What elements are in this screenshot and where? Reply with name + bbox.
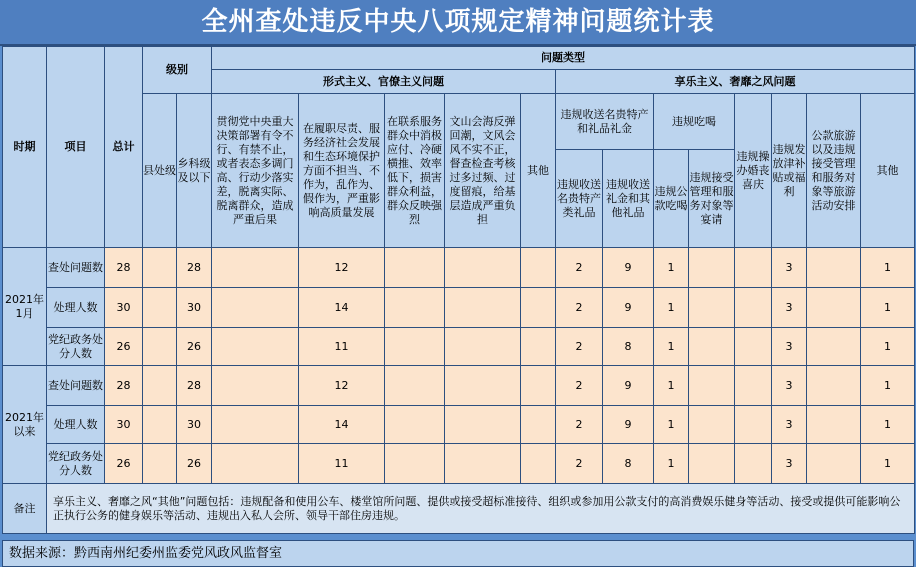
- value-cell-f1: [212, 288, 299, 328]
- hedonism-header: 享乐主义、奢靡之风问题: [556, 70, 915, 94]
- value-cell-f5: [521, 366, 556, 406]
- value-cell-f5: [521, 406, 556, 444]
- page-title: 全州查处违反中央八项规定精神问题统计表: [0, 0, 916, 46]
- value-cell-f1: [212, 444, 299, 484]
- value-cell-g1: 2: [556, 406, 603, 444]
- item-header: 项目: [47, 47, 105, 248]
- formalism-col-2-header: 在履职尽责、服务经济社会发展和生态环境保护方面不担当、不作为，乱作为、假作为，严重影响高质量发展: [299, 94, 385, 248]
- value-cell-f1: [212, 248, 299, 288]
- value-cell-f1: [212, 328, 299, 366]
- value-cell-county: [143, 366, 177, 406]
- value-cell-f3: [385, 444, 445, 484]
- note-text: 享乐主义、奢靡之风“其他”问题包括：违规配备和使用公车、楼堂馆所问题、提供或接受超标准接待、组织或参加用公款支付的高消费娱乐健身等活动、接受或提供可能影响公正执行公务的健身娱乐等活动、违规出入私人会所、领导干部住房违规。: [47, 484, 915, 534]
- table-row: [3, 288, 915, 328]
- value-cell-f5: [521, 328, 556, 366]
- value-cell-township: 30: [177, 288, 212, 328]
- value-cell-e2: [689, 248, 735, 288]
- value-cell-h5: [807, 328, 861, 366]
- item-cell: 党纪政务处分人数: [47, 328, 105, 366]
- value-cell-h3: [735, 288, 772, 328]
- value-cell-total: 26: [105, 328, 143, 366]
- value-cell-f5: [521, 444, 556, 484]
- value-cell-e1: 1: [654, 444, 689, 484]
- value-cell-county: [143, 288, 177, 328]
- value-cell-h5: [807, 248, 861, 288]
- value-cell-h6: 1: [861, 288, 915, 328]
- data-source: 数据来源：黔西南州纪委州监委党风政风监督室: [2, 540, 914, 567]
- gift-header: 违规收送名贵特产和礼品礼金: [556, 94, 654, 150]
- value-cell-township: 30: [177, 406, 212, 444]
- value-cell-f2: 14: [299, 288, 385, 328]
- value-cell-county: [143, 248, 177, 288]
- value-cell-h6: 1: [861, 444, 915, 484]
- value-cell-f3: [385, 328, 445, 366]
- note-label: 备注: [3, 484, 47, 534]
- value-cell-h4: 3: [772, 444, 807, 484]
- value-cell-township: 28: [177, 366, 212, 406]
- value-cell-h3: [735, 444, 772, 484]
- county-level-header: 县处级: [143, 94, 177, 248]
- item-cell: 处理人数: [47, 288, 105, 328]
- travel-header: 公款旅游以及违规接受管理和服务对象等旅游活动安排: [807, 94, 861, 248]
- value-cell-f3: [385, 366, 445, 406]
- eating-header: 违规吃喝: [654, 94, 735, 150]
- formalism-col-4-header: 文山会海反弹回潮，文风会风不实不正，督查检查考核过多过频、过度留痕，给基层造成严重负担: [445, 94, 521, 248]
- value-cell-g1: 2: [556, 248, 603, 288]
- value-cell-h4: 3: [772, 406, 807, 444]
- value-cell-f5: [521, 288, 556, 328]
- value-cell-f1: [212, 366, 299, 406]
- value-cell-g1: 2: [556, 444, 603, 484]
- value-cell-township: 26: [177, 328, 212, 366]
- value-cell-e2: [689, 288, 735, 328]
- item-cell: 查处问题数: [47, 366, 105, 406]
- period-cell: 2021年1月: [3, 248, 47, 366]
- value-cell-f4: [445, 288, 521, 328]
- value-cell-township: 26: [177, 444, 212, 484]
- value-cell-f4: [445, 366, 521, 406]
- value-cell-h5: [807, 444, 861, 484]
- table-row: [3, 366, 915, 406]
- public-fund-eating-header: 违规公款吃喝: [654, 150, 689, 248]
- value-cell-g2: 8: [603, 444, 654, 484]
- value-cell-e2: [689, 328, 735, 366]
- value-cell-f2: 11: [299, 444, 385, 484]
- value-cell-f2: 11: [299, 328, 385, 366]
- table-row: [3, 248, 915, 288]
- formalism-col-3-header: 在联系服务群众中消极应付、冷硬横推、效率低下，损害群众利益，群众反映强烈: [385, 94, 445, 248]
- value-cell-h4: 3: [772, 366, 807, 406]
- period-header: 时期: [3, 47, 47, 248]
- value-cell-f2: 12: [299, 366, 385, 406]
- table-row: [3, 328, 915, 366]
- period-cell: 2021年以来: [3, 366, 47, 484]
- value-cell-f4: [445, 406, 521, 444]
- value-cell-total: 28: [105, 366, 143, 406]
- value-cell-h3: [735, 328, 772, 366]
- value-cell-h3: [735, 366, 772, 406]
- item-cell: 处理人数: [47, 406, 105, 444]
- value-cell-e2: [689, 366, 735, 406]
- value-cell-f4: [445, 328, 521, 366]
- formalism-col-1-header: 贯彻党中央重大决策部署有令不行、有禁不止，或者表态多调门高、行动少落实差，脱离实际、脱离群众，造成严重后果: [212, 94, 299, 248]
- value-cell-h5: [807, 366, 861, 406]
- value-cell-e1: 1: [654, 366, 689, 406]
- value-cell-f2: 14: [299, 406, 385, 444]
- total-header: 总计: [105, 47, 143, 248]
- banquet-header: 违规接受管理和服务对象等宴请: [689, 150, 735, 248]
- value-cell-g1: 2: [556, 366, 603, 406]
- value-cell-h3: [735, 248, 772, 288]
- gift-money-header: 违规收送礼金和其他礼品: [603, 150, 654, 248]
- wedding-funeral-header: 违规操办婚丧喜庆: [735, 94, 772, 248]
- value-cell-e1: 1: [654, 328, 689, 366]
- table-row: [3, 444, 915, 484]
- value-cell-e1: 1: [654, 248, 689, 288]
- value-cell-township: 28: [177, 248, 212, 288]
- value-cell-total: 26: [105, 444, 143, 484]
- formalism-other-header: 其他: [521, 94, 556, 248]
- value-cell-e2: [689, 406, 735, 444]
- value-cell-h4: 3: [772, 328, 807, 366]
- value-cell-county: [143, 406, 177, 444]
- value-cell-f3: [385, 406, 445, 444]
- item-cell: 查处问题数: [47, 248, 105, 288]
- value-cell-f1: [212, 406, 299, 444]
- value-cell-g1: 2: [556, 328, 603, 366]
- value-cell-h5: [807, 406, 861, 444]
- value-cell-f4: [445, 444, 521, 484]
- value-cell-h6: 1: [861, 328, 915, 366]
- value-cell-county: [143, 444, 177, 484]
- hedonism-other-header: 其他: [861, 94, 915, 248]
- subsidy-header: 违规发放津补贴或福利: [772, 94, 807, 248]
- value-cell-g2: 9: [603, 288, 654, 328]
- value-cell-h3: [735, 406, 772, 444]
- value-cell-f2: 12: [299, 248, 385, 288]
- value-cell-f3: [385, 248, 445, 288]
- table-row: [3, 406, 915, 444]
- township-level-header: 乡科级及以下: [177, 94, 212, 248]
- value-cell-h4: 3: [772, 288, 807, 328]
- problem-type-header: 问题类型: [212, 47, 915, 70]
- table-body: [3, 248, 915, 484]
- statistics-table: [2, 46, 915, 534]
- value-cell-f3: [385, 288, 445, 328]
- value-cell-h6: 1: [861, 406, 915, 444]
- value-cell-h4: 3: [772, 248, 807, 288]
- value-cell-g2: 8: [603, 328, 654, 366]
- value-cell-f4: [445, 248, 521, 288]
- value-cell-h6: 1: [861, 366, 915, 406]
- value-cell-total: 28: [105, 248, 143, 288]
- level-header: 级别: [143, 47, 212, 94]
- value-cell-g2: 9: [603, 406, 654, 444]
- value-cell-h5: [807, 288, 861, 328]
- value-cell-f5: [521, 248, 556, 288]
- value-cell-e1: 1: [654, 288, 689, 328]
- value-cell-g2: 9: [603, 248, 654, 288]
- item-cell: 党纪政务处分人数: [47, 444, 105, 484]
- value-cell-total: 30: [105, 406, 143, 444]
- value-cell-e2: [689, 444, 735, 484]
- value-cell-county: [143, 328, 177, 366]
- gift-specialty-header: 违规收送名贵特产类礼品: [556, 150, 603, 248]
- value-cell-h6: 1: [861, 248, 915, 288]
- value-cell-g2: 9: [603, 366, 654, 406]
- value-cell-e1: 1: [654, 406, 689, 444]
- value-cell-total: 30: [105, 288, 143, 328]
- formalism-header: 形式主义、官僚主义问题: [212, 70, 556, 94]
- value-cell-g1: 2: [556, 288, 603, 328]
